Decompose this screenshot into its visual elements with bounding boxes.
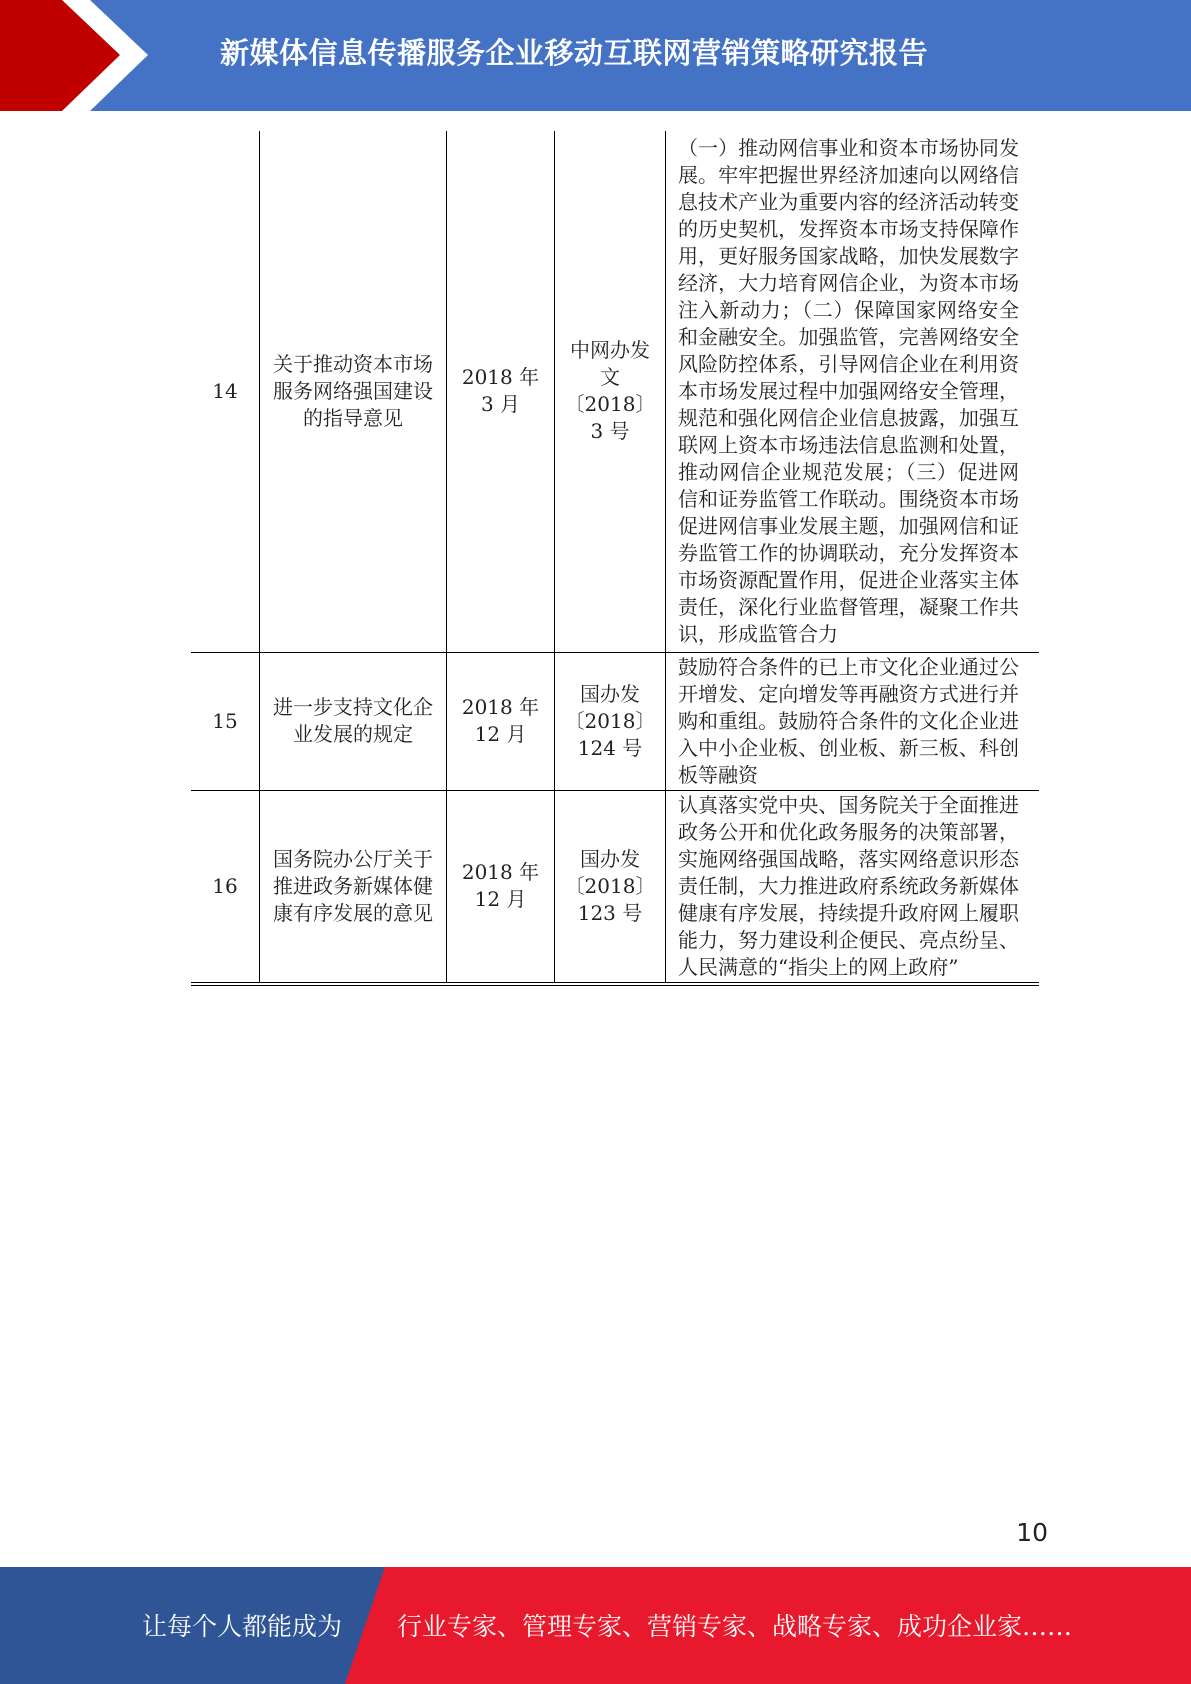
- issue-date: [447, 652, 555, 790]
- document-number: [555, 131, 666, 652]
- footer-slogan-left: 让每个人都能成为: [142, 1612, 343, 1641]
- table-row: [191, 652, 1039, 790]
- table-row: [191, 790, 1039, 984]
- document-number-text: 中网办发 文〔2018〕 3 号: [564, 338, 656, 444]
- policy-content: （一）推动网信事业和资本市场协同发展。牢牢把握世界经济加速向以网络信息技术产业为重要内容的经济活动转变的历史契机，发挥资本市场支持保障作用，更好服务国家战略，加快发展数字经济，大力培育网信企业，为资本市场注入新动力；（二）保障国家网络安全和金融安全。加强监管，完善网络安全风险防控体系，引导网信企业在利用资本市场发展过程中加强网络安全管理，规范和强化网信企业信息披露，加强互联网上资本市场违法信息监测和处置，推动网信企业规范发展；（三）促进网信和证券监管工作联动。围绕资本市场促进网信事业发展主题，加强网信和证券监管工作的协调联动，充分发挥资本市场资源配置作用，促进企业落实主体责任，深化行业监督管理，凝聚工作共识，形成监管合力: [666, 131, 1040, 652]
- issue-date: [447, 131, 555, 652]
- document-number-text: 国办发 〔2018〕 123 号: [564, 846, 656, 925]
- policy-table: [191, 131, 1039, 986]
- policy-name: 关于推动资本市场服务网络强国建设的指导意见: [260, 131, 447, 652]
- issue-date-text: 2018 年 12 月: [461, 695, 540, 746]
- report-title: 新媒体信息传播服务企业移动互联网营销策略研究报告: [220, 36, 929, 70]
- issue-date-text: 2018 年 3 月: [461, 365, 540, 417]
- row-number: 14: [191, 131, 260, 652]
- footer-slogan-right: 行业专家、管理专家、营销专家、战略专家、成功企业家……: [397, 1612, 1073, 1641]
- page-number: 10: [1016, 1518, 1048, 1547]
- policy-name: 进一步支持文化企业发展的规定: [260, 652, 447, 790]
- issue-date: [447, 790, 555, 984]
- policy-content: 认真落实党中央、国务院关于全面推进政务公开和优化政务服务的决策部署，实施网络强国战略，落实网络意识形态责任制，大力推进政府系统政务新媒体健康有序发展，持续提升政府网上履职能力，努力建设利企便民、亮点纷呈、人民满意的“指尖上的网上政府”: [666, 790, 1040, 984]
- document-number-text: 国办发 〔2018〕 124 号: [564, 681, 656, 760]
- document-number: [555, 790, 666, 984]
- document-number: [555, 652, 666, 790]
- row-number: 15: [191, 652, 260, 790]
- row-number: 16: [191, 790, 260, 984]
- page-footer: [0, 1567, 1191, 1684]
- page-header: [0, 0, 1191, 111]
- policy-name: 国务院办公厅关于推进政务新媒体健康有序发展的意见: [260, 790, 447, 984]
- table-row: [191, 131, 1039, 652]
- policy-content: 鼓励符合条件的已上市文化企业通过公开增发、定向增发等再融资方式进行并购和重组。鼓励符合条件的文化企业进入中小企业板、创业板、新三板、科创板等融资: [666, 652, 1040, 790]
- issue-date-text: 2018 年 12 月: [461, 860, 540, 912]
